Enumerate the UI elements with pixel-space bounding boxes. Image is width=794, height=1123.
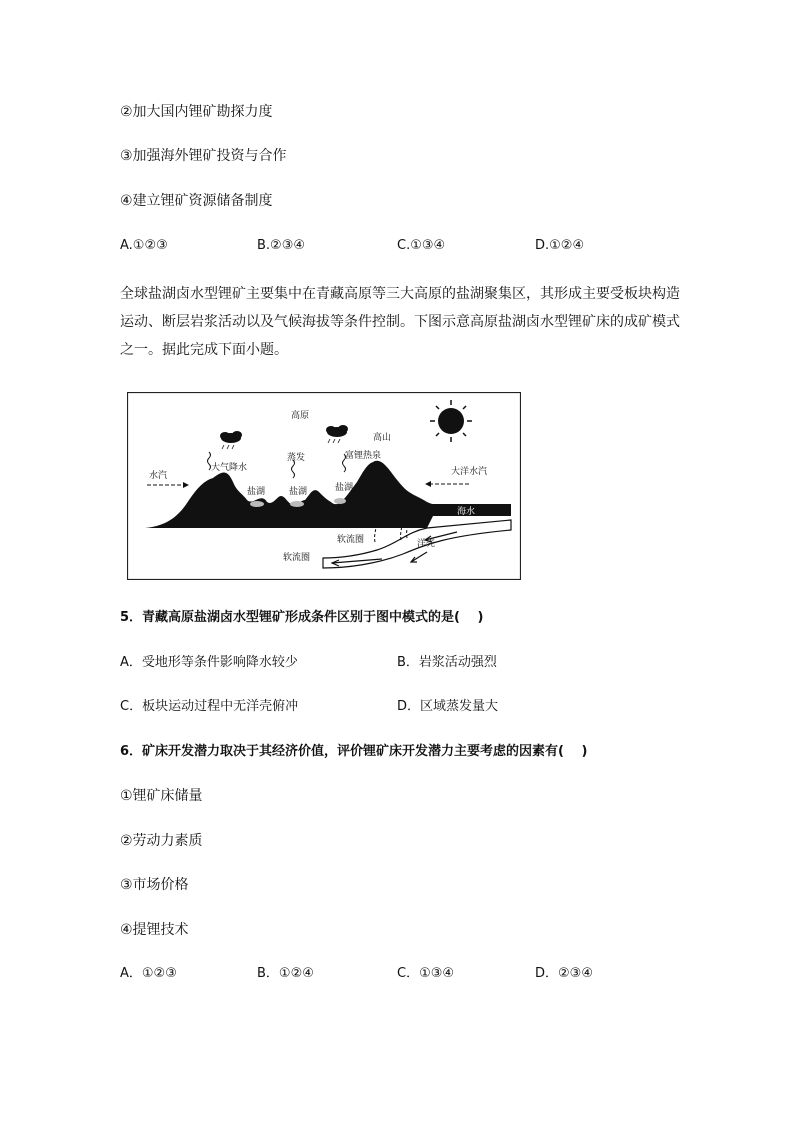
label-mountain: 高山 (373, 433, 392, 443)
q6-stem: 6．矿床开发潜力取决于其经济价值，评价锂矿床开发潜力主要考虑的因素有( ) (120, 744, 588, 759)
salt-lake-shape-1 (250, 501, 264, 507)
q6-item-3: ③市场价格 (120, 877, 189, 893)
item-3: ③加强海外锂矿投资与合作 (120, 148, 287, 164)
q4-option-d[interactable]: D.①②④ (535, 238, 585, 253)
q4-option-b[interactable]: B.②③④ (257, 238, 306, 253)
q6-option-d[interactable]: D．②③④ (535, 966, 593, 981)
label-precip: 大气降水 (211, 463, 248, 473)
label-plateau: 高原 (291, 411, 310, 421)
salt-lake-shape-2 (290, 501, 304, 507)
salt-lake-shape-3 (334, 498, 346, 504)
q6-option-b[interactable]: B．①②④ (257, 966, 314, 981)
label-spring: 富锂热泉 (345, 451, 382, 461)
label-salt-lake-2: 盐湖 (289, 487, 308, 497)
q5-option-d[interactable]: D．区域蒸发量大 (397, 699, 499, 714)
q5-option-a[interactable]: A．受地形等条件影响降水较少 (120, 655, 298, 670)
q6-item-4: ④提锂技术 (120, 922, 189, 938)
lithium-deposit-diagram (127, 392, 521, 580)
label-seawater: 海水 (457, 507, 476, 517)
item-2: ②加大国内锂矿勘探力度 (120, 104, 273, 120)
q5-option-b[interactable]: B．岩浆活动强烈 (397, 655, 497, 670)
label-oceanic-crust: 洋壳 (417, 539, 436, 549)
label-vapor: 水汽 (149, 471, 168, 481)
label-ocean-vapor: 大洋水汽 (451, 467, 488, 477)
q6-option-c[interactable]: C．①③④ (397, 966, 455, 981)
q5-option-c[interactable]: C．板块运动过程中无洋壳俯冲 (120, 699, 299, 714)
q6-option-a[interactable]: A．①②③ (120, 966, 177, 981)
label-evap: 蒸发 (287, 453, 306, 463)
q4-option-c[interactable]: C.①③④ (397, 238, 446, 253)
passage: 全球盐湖卤水型锂矿主要集中在青藏高原等三大高原的盐湖聚集区，其形成主要受板块构造运动、断层岩浆活动以及气候海拔等条件控制。下图示意高原盐湖卤水型锂矿床的成矿模式之一。据此完成下面小题。 (120, 286, 680, 358)
label-asthenosphere-2: 软流圈 (283, 553, 311, 563)
q6-item-1: ①锂矿床储量 (120, 788, 203, 804)
q5-stem: 5．青藏高原盐湖卤水型锂矿形成条件区别于图中模式的是( ) (120, 610, 484, 625)
label-salt-lake-3: 盐湖 (335, 483, 354, 493)
item-4: ④建立锂矿资源储备制度 (120, 193, 273, 209)
q4-option-a[interactable]: A.①②③ (120, 238, 168, 253)
label-salt-lake-1: 盐湖 (247, 487, 266, 497)
label-asthenosphere-1: 软流圈 (337, 535, 365, 545)
q6-item-2: ②劳动力素质 (120, 833, 203, 849)
